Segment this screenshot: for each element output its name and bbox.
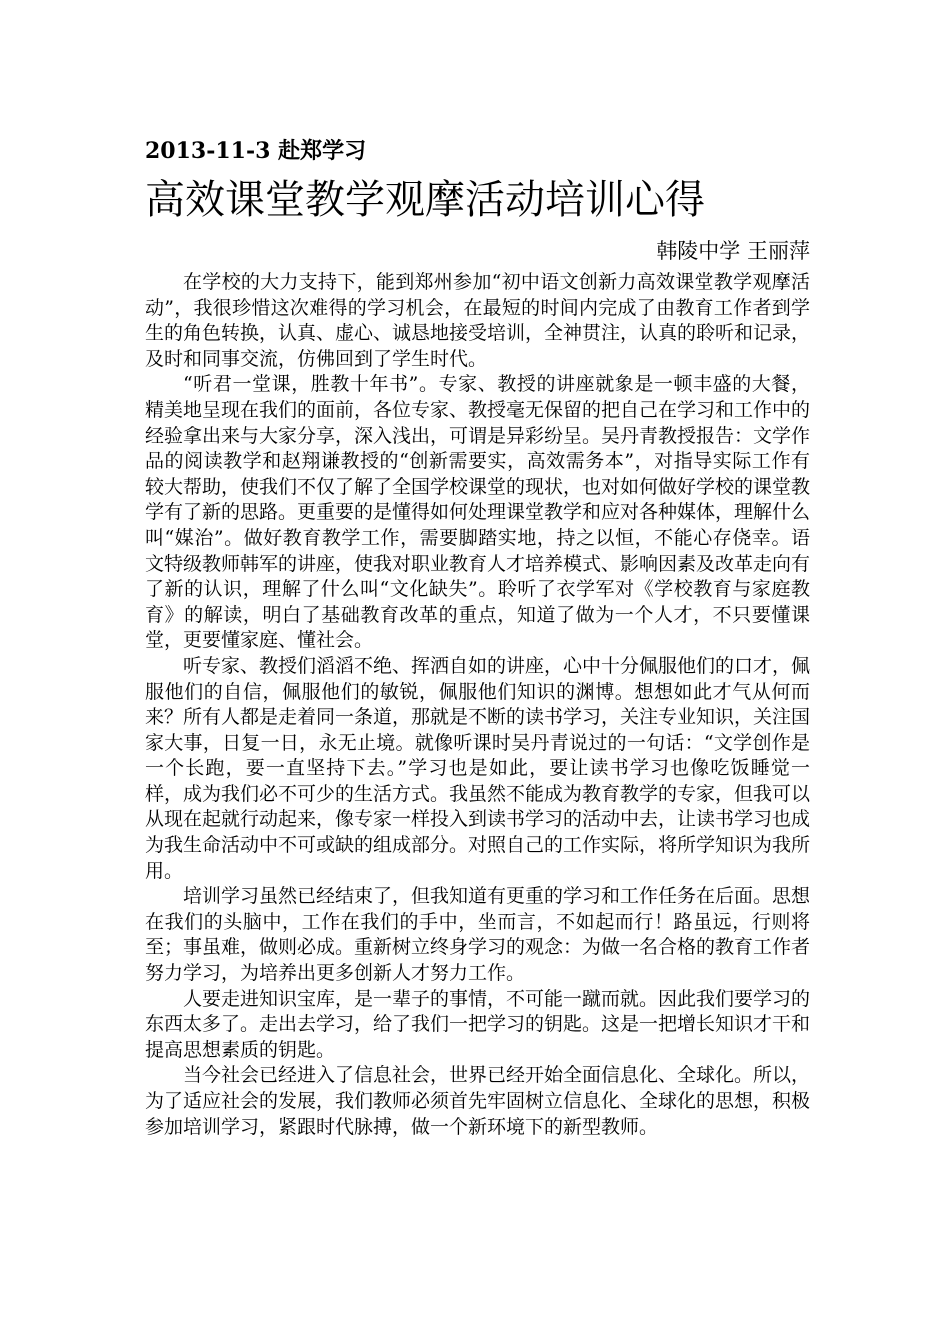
paragraph: 人要走进知识宝库，是一辈子的事情，不可能一蹴而就。因此我们要学习的东西太多了。走出去学习，给了我们一把学习的钥匙。这是一把增长知识才干和提高思想素质的钥匙。 xyxy=(145,987,811,1061)
paragraph: 听专家、教授们滔滔不绝、挥洒自如的讲座，心中十分佩服他们的口才，佩服他们的自信，佩服他们的敏锐，佩服他们知识的渊博。想想如此才气从何而来？所有人都是走着同一条道，那就是不断的读书学习，关注专业知识，关注国家大事，日复一日，永无止境。就像听课时吴丹青说过的一句话：“文学创作是一个长跑，要一直坚持下去。”学习也是如此，要让读书学习也像吃饭睡觉一样，成为我们必不可少的生活方式。我虽然不能成为教育教学的专家，但我可以从现在起就行动起来，像专家一样投入到读书学习的活动中去，让读书学习也成为我生命活动中不可或缺的组成部分。对照自己的工作实际，将所学知识为我所用。 xyxy=(145,654,811,882)
document-title: 高效课堂教学观摩活动培训心得 xyxy=(145,177,705,223)
paragraph: “听君一堂课，胜教十年书”。专家、教授的讲座就象是一顿丰盛的大餐，精美地呈现在我们的面前，各位专家、教授毫无保留的把自己在学习和工作中的经验拿出来与大家分享，深入浅出，可谓是异彩纷呈。吴丹青教授报告：文学作品的阅读教学和赵翔谦教授的“创新需要实，高效需务本”，对指导实际工作有较大帮助，使我们不仅了解了全国学校课堂的现状，也对如何做好学校的课堂教学有了新的思路。更重要的是懂得如何处理课堂教学和应对各种媒体，理解什么叫“媒治”。做好教育教学工作，需要脚踏实地，持之以恒，不能心存侥幸。语文特级教师韩军的讲座，使我对职业教育人才培养模式、影响因素及改革走向有了新的认识，理解了什么叫“文化缺失”。聆听了衣学军对《学校教育与家庭教育》的解读，明白了基础教育改革的重点，知道了做为一个人才，不只要懂课堂，更要懂家庭、懂社会。 xyxy=(145,373,811,652)
author-line: 韩陵中学 王丽萍 xyxy=(656,239,810,263)
paragraph: 在学校的大力支持下，能到郑州参加“初中语文创新力高效课堂教学观摩活动”，我很珍惜这次难得的学习机会，在最短的时间内完成了由教育工作者到学生的角色转换，认真、虚心、诚恳地接受培训，全神贯注，认真的聆听和记录，及时和同事交流，仿佛回到了学生时代。 xyxy=(145,271,811,370)
article-text xyxy=(145,270,810,1140)
paragraph: 当今社会已经进入了信息社会，世界已经开始全面信息化、全球化。所以，为了适应社会的发展，我们教师必须首先牢固树立信息化、全球化的思想，积极参加培训学习，紧跟时代脉搏，做一个新环境下的新型教师。 xyxy=(145,1064,811,1138)
date-line: 2013-11-3 赴郑学习 xyxy=(145,138,367,164)
paragraph: 培训学习虽然已经结束了，但我知道有更重的学习和工作任务在后面。思想在我们的头脑中，工作在我们的手中，坐而言，不如起而行！路虽远，行则将至；事虽难，做则必成。重新树立终身学习的观念：为做一名合格的教育工作者努力学习，为培养出更多创新人才努力工作。 xyxy=(145,885,811,985)
